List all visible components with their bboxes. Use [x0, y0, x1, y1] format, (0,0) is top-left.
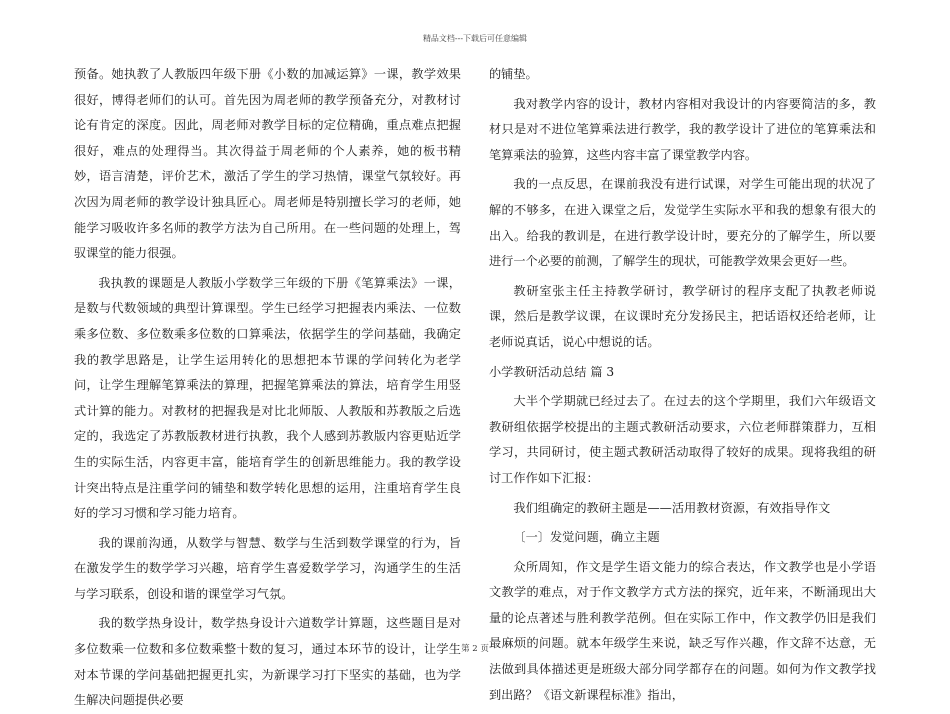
page-header: 精品文档---下载后可任意编辑	[422, 34, 528, 43]
paragraph: 我们组确定的教研主题是——活用教材资源，有效指导作文	[513, 500, 831, 515]
paragraph: 〔一〕发觉问题，确立主题	[513, 530, 660, 545]
paragraph: 大半个学期就已经过去了。在过去的这个学期里，我们六年级语文教研组依据学校提出的主题式教研活动要求，六位老师群策群力，互相学习，共同研讨，使主题式教研活动取得了较好的成果。现将我组的研讨工作作如下汇报：	[489, 394, 876, 485]
left-column	[74, 62, 461, 714]
paragraph: 我的课前沟通，从数学与智慧、数学与生活到数学课堂的行为，旨在激发学生的数学学习兴趣，培育学生喜爱数学学习，沟通学生的生活与学习联系，创设和谐的课堂学习气氛。	[74, 535, 461, 601]
right-column	[489, 62, 876, 708]
paragraph: 我的数学热身设计，数学热身设计六道数学计算题，这些题目是对多位数乘一位数和多位数乘整十数的复习，通过本环节的设计，让学生对本节课的学问基础把握更扎实，为新课学习打下坚实的基础，也为学生解决问题提供必要	[74, 616, 461, 708]
paragraph: 我对教学内容的设计，教材内容相对我设计的内容要简洁的多，教材只是对不进位笔算乘法进行教学，我的教学设计了进位的笔算乘法和笔算乘法的验算，这些内容丰富了课堂教学内容。	[489, 96, 876, 162]
paragraph: 我执教的课题是人教版小学数学三年级的下册《笔算乘法》一课，是数与代数领域的典型计算课型。学生已经学习把握表内乘法、一位数乘多位数、多位数乘多位数的口算乘法，依据学生的学问基础，我确定我的教学思路是，让学生运用转化的思想把本节课的学问转化为老学问，让学生理解笔算乘法的算理，把握笔算乘法的算法，培育学生用竖式计算的能力。对教材的把握我是对比北师版、人教版和苏教版之后选定的，我选定了苏教版教材进行执教，我个人感到苏教版内容更贴近学生的实际生活，内容更丰富，能培育学生的创新思维能力。我的教学设计突出特点是注重学问的铺垫和数学转化思想的运用，注重培育学生良好的学习习惯和学习能力培育。	[74, 275, 461, 521]
paragraph: 我的一点反思，在课前我没有进行试课，对学生可能出现的状况了解的不够多，在进入课堂之后，发觉学生实际水平和我的想象有很大的出入。给我的教训是，在进行教学设计时，要充分的了解学生，所以要进行一个必要的前测，了解学生的现状，可能教学效果会更好一些。	[489, 177, 876, 269]
paragraph: 的铺垫。	[489, 67, 538, 81]
page-number: 第 2 页	[461, 644, 489, 654]
paragraph: 预备。她执教了人教版四年级下册《小数的加减运算》一课，教学效果很好，博得老师们的认可。首先因为周老师的教学预备充分，对教材讨论有肯定的深度。因此，周老师对教学目标的定位精确，重点难点把握很好，难点的处理得当。其次得益于周老师的个人素养，她的板书精妙，语言清楚，评价艺术，激活了学生的学习热情，课堂气氛较好。再次因为周老师的教学设计独具匠心。周老师是特别擅长学习的老师，她能学习吸收许多名师的教学方法为自己所用。在一些问题的处理上，驾驭课堂的能力很强。	[74, 67, 461, 261]
section-heading: 小学教研活动总结 篇 3	[489, 364, 615, 379]
paragraph: 众所周知，作文是学生语文能力的综合表达，作文教学也是小学语文教学的难点，对于作文教学方式方法的探究，近年来，不断涌现出大量的论点著述与胜利教学范例。但在实际工作中，作文教学仍旧是我们最麻烦的问题。就本年级学生来说，缺乏写作兴趣，作文辞不达意，无法做到具体描述更是班级大部分同学都存在的问题。如何为作文教学找到出路？《语文新课程标准》指出，	[489, 559, 876, 702]
paragraph: 教研室张主任主持教学研讨，教学研讨的程序支配了执教老师说课，然后是教学议课，在议课时充分发扬民主，把话语权还给老师，让老师说真话，说心中想说的话。	[489, 283, 876, 349]
